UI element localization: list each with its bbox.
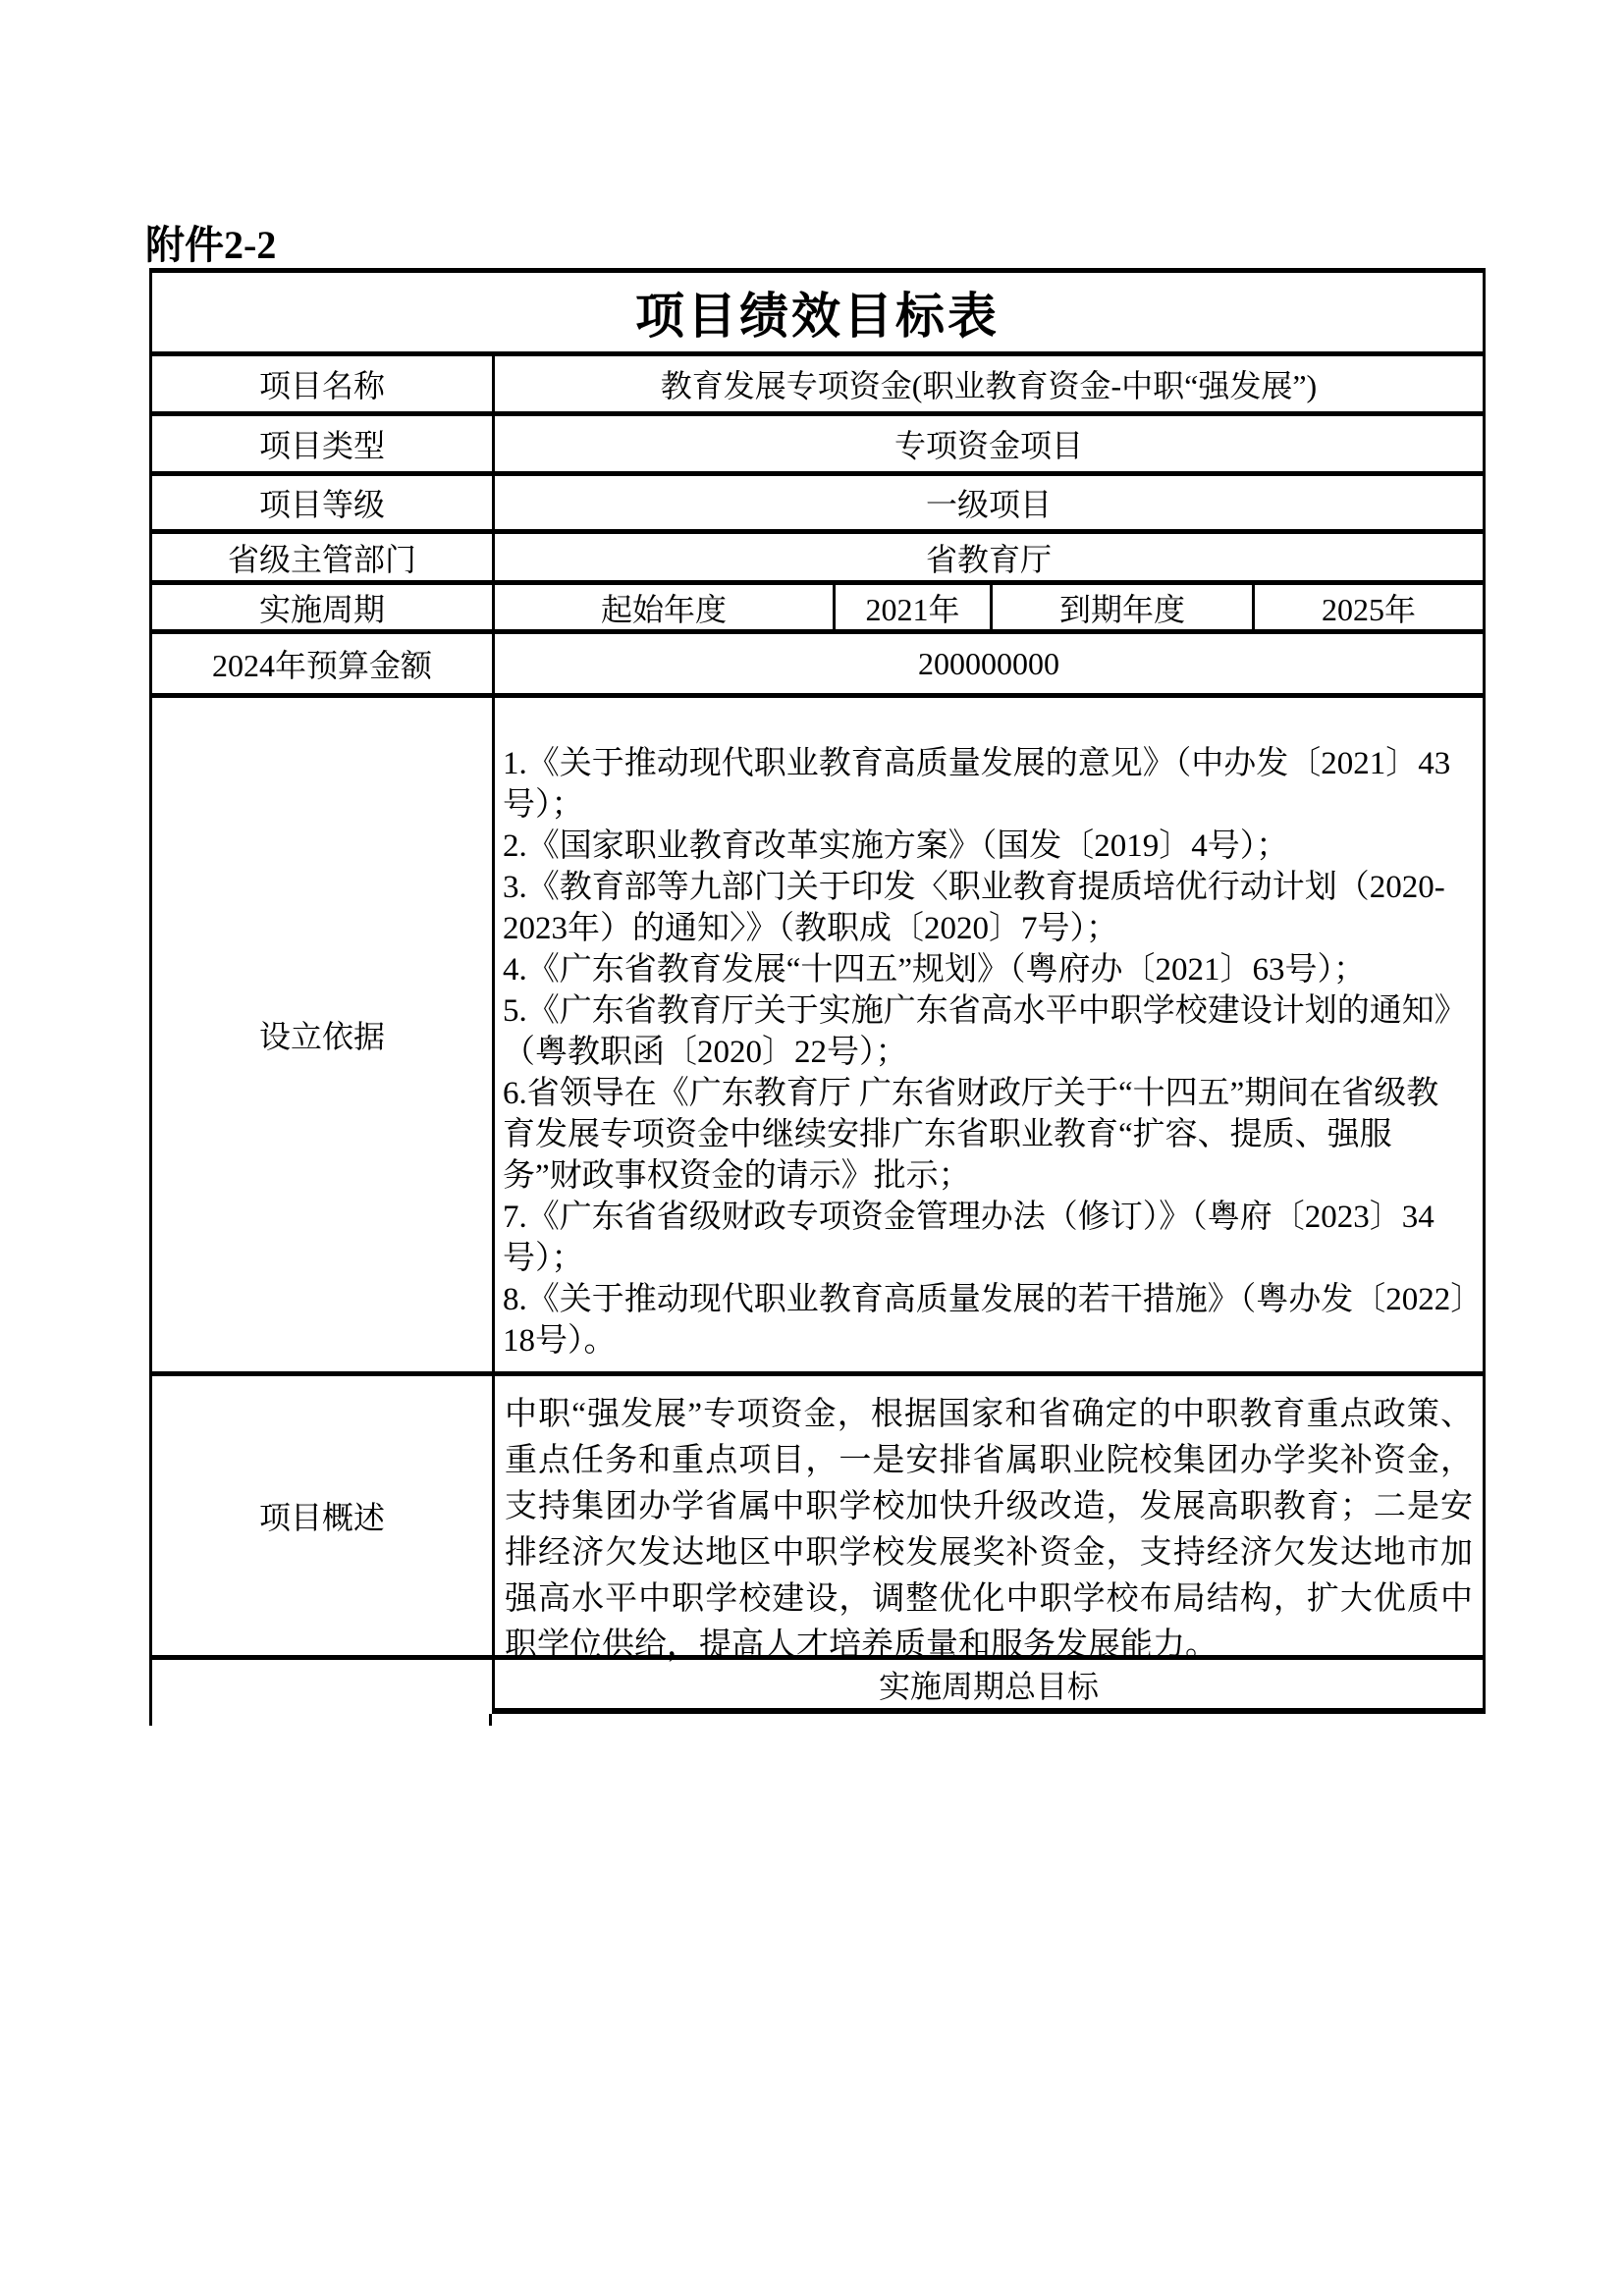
overview-value: 中职“强发展”专项资金，根据国家和省确定的中职教育重点政策、重点任务和重点项目，一是安排省属职业院校集团办学奖补资金，支持集团办学省属中职学校加快升级改造，发展高职教育；二是安排经济欠发达地区中职学校发展奖补资金，支持经济欠发达地市加强高水平中职学校建设，调整优化中职学校布局结构，扩大优质中职学位供给，提高人才培养质量和服务发展能力。 (505, 1397, 1473, 1663)
basis-item-7: 7.《广东省省级财政专项资金管理办法（修订）》（粤府〔2023〕34号）； (503, 1200, 1435, 1276)
period-label: 实施周期 (152, 585, 495, 629)
attachment-label: 附件2-2 (145, 223, 277, 267)
project-name-value: 教育发展专项资金(职业教育资金-中职“强发展”) (660, 368, 1318, 403)
basis-item-5: 5.《广东省教育厅关于实施广东省高水平中职学校建设计划的通知》（粤教职函〔2020〕22号）； (503, 993, 1467, 1070)
budget-value: 200000000 (918, 645, 1059, 681)
basis-label: 设立依据 (152, 698, 495, 1371)
table-row-basis (149, 693, 1486, 1371)
overview-label: 项目概述 (152, 1376, 495, 1655)
department-value: 省教育厅 (925, 541, 1052, 577)
overall-goal-label-cell (152, 1660, 495, 1714)
budget-label: 2024年预算金额 (152, 634, 495, 693)
label-column-continuation (149, 1714, 492, 1726)
table-row-project-level (149, 471, 1486, 529)
table-row-period (149, 580, 1486, 629)
basis-item-4: 4.《广东省教育发展“十四五”规划》（粤府办〔2021〕63号）； (503, 952, 1367, 988)
period-start-year-value: 2021年 (836, 585, 993, 629)
period-end-year-value: 2025年 (1321, 591, 1416, 627)
basis-item-6: 6.省领导在《广东教育厅 广东省财政厅关于“十四五”期间在省级教育发展专项资金中继续安排广东省职业教育“扩容、提质、强服务”财政事权资金的请示》批示； (503, 1076, 1439, 1194)
table-row-department (149, 529, 1486, 580)
overall-goal-header: 实施周期总目标 (495, 1660, 1483, 1714)
performance-target-table (149, 268, 1486, 1726)
project-level-label: 项目等级 (152, 476, 495, 529)
table-row-overview (149, 1371, 1486, 1663)
project-type-label: 项目类型 (152, 416, 495, 471)
project-level-value: 一级项目 (925, 487, 1052, 522)
period-end-year-label: 到期年度 (993, 585, 1255, 629)
basis-item-3: 3.《教育部等九部门关于印发〈职业教育提质培优行动计划（2020-2023年）的通知〉》（教职成〔2020〕7号）； (503, 870, 1445, 946)
basis-item-1: 1.《关于推动现代职业教育高质量发展的意见》（中办发〔2021〕43号）； (503, 746, 1451, 823)
project-name-label: 项目名称 (152, 356, 495, 411)
basis-item-2: 2.《国家职业教育改革实施方案》（国发〔2019〕4号）； (503, 828, 1289, 864)
basis-value (495, 698, 1483, 1371)
project-type-value: 专项资金项目 (893, 428, 1083, 463)
department-label: 省级主管部门 (152, 534, 495, 580)
table-title-row (149, 268, 1486, 351)
table-row-project-name (149, 351, 1486, 411)
period-start-year-label: 起始年度 (495, 585, 836, 629)
basis-item-8: 8.《关于推动现代职业教育高质量发展的若干措施》（粤办发〔2022〕18号）。 (503, 1282, 1467, 1359)
table-title: 项目绩效目标表 (635, 289, 1000, 344)
table-row-budget (149, 629, 1486, 693)
table-row-overall-goal (149, 1655, 1486, 1714)
table-row-project-type (149, 411, 1486, 471)
